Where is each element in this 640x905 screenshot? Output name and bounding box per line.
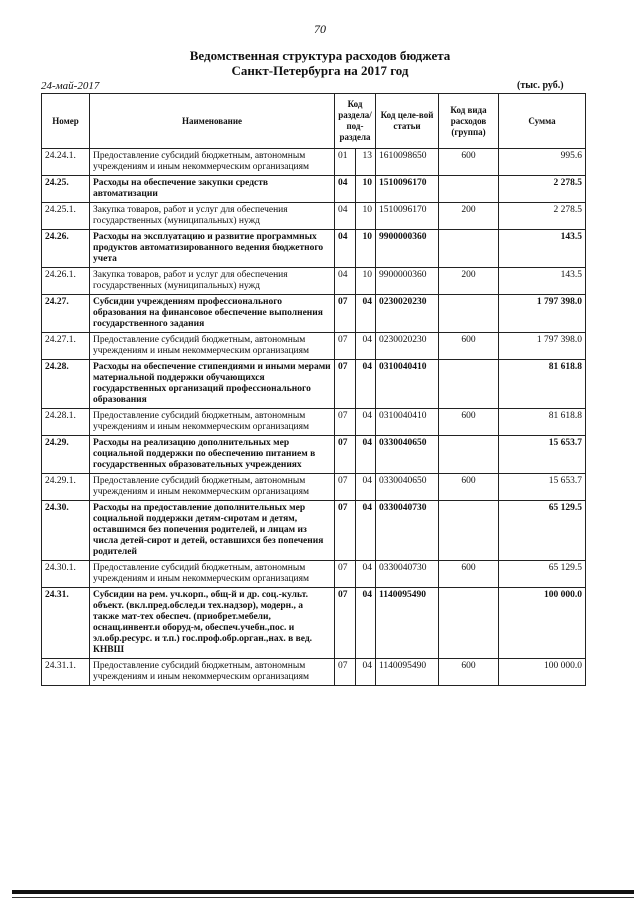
budget-table [41,93,586,686]
row-expense-type: 600 [439,333,499,360]
row-number: 24.24.1. [42,149,90,176]
row-sum: 81 618.8 [499,409,586,436]
row-sum: 100 000.0 [499,588,586,659]
table-row [42,230,586,268]
row-name: Закупка товаров, работ и услуг для обеспечения государственных (муниципальных) нужд [90,268,335,295]
title-line-1: Ведомственная структура расходов бюджета [189,48,451,63]
table-row [42,333,586,360]
row-number: 24.25.1. [42,203,90,230]
row-expense-type: 200 [439,203,499,230]
row-section: 04 [335,268,356,295]
row-article: 0330040730 [376,561,439,588]
row-sum: 81 618.8 [499,360,586,409]
row-number: 24.27. [42,295,90,333]
row-name: Предоставление субсидий бюджетным, автономным учреждениям и иным некоммерческим организациям [90,561,335,588]
row-sum: 143.5 [499,268,586,295]
row-expense-type [439,176,499,203]
row-number: 24.27.1. [42,333,90,360]
row-name: Расходы на предоставление дополнительных мер социальной поддержки детям-сиротам и детям, оставшимся без попечения родителей, и лицам из числа детей-сирот и детей, оставшихся без попечения родителей [90,501,335,561]
row-sum: 65 129.5 [499,501,586,561]
row-name: Расходы на реализацию дополнительных мер социальной поддержки по обеспечению питанием в государственных образовательных учреждениях [90,436,335,474]
row-section: 07 [335,588,356,659]
row-name: Субсидии учреждениям профессионального образования на финансовое обеспечение выполнения государственного задания [90,295,335,333]
row-sum: 995.6 [499,149,586,176]
row-sum: 2 278.5 [499,176,586,203]
row-number: 24.30. [42,501,90,561]
row-name: Расходы на обеспечение закупки средств автоматизации [90,176,335,203]
row-subsection: 10 [356,203,376,230]
row-expense-type [439,501,499,561]
table-row [42,268,586,295]
table-row [42,360,586,409]
row-subsection: 10 [356,230,376,268]
header-name: Наименование [90,94,335,149]
row-section: 07 [335,561,356,588]
row-number: 24.30.1. [42,561,90,588]
table-row [42,474,586,501]
row-subsection: 04 [356,588,376,659]
row-name: Закупка товаров, работ и услуг для обеспечения государственных (муниципальных) нужд [90,203,335,230]
table-row [42,203,586,230]
row-expense-type [439,360,499,409]
row-section: 01 [335,149,356,176]
table-row [42,659,586,686]
table-row [42,501,586,561]
row-article: 0230020230 [376,333,439,360]
row-name: Предоставление субсидий бюджетным, автономным учреждениям и иным некоммерческим организациям [90,333,335,360]
row-name: Предоставление субсидий бюджетным, автономным учреждениям и иным некоммерческим организациям [90,659,335,686]
row-expense-type: 200 [439,268,499,295]
row-sum: 15 653.7 [499,474,586,501]
row-expense-type [439,295,499,333]
row-expense-type [439,588,499,659]
row-section: 04 [335,176,356,203]
row-subsection: 10 [356,176,376,203]
row-subsection: 04 [356,561,376,588]
bottom-border-thin [12,897,634,898]
row-article: 1510096170 [376,203,439,230]
table-row [42,176,586,203]
row-number: 24.26.1. [42,268,90,295]
row-subsection: 10 [356,268,376,295]
row-subsection: 04 [356,409,376,436]
row-article: 1510096170 [376,176,439,203]
row-section: 07 [335,436,356,474]
row-number: 24.28.1. [42,409,90,436]
document-date: 24-май-2017 [41,80,100,92]
row-article: 0330040650 [376,436,439,474]
row-subsection: 04 [356,474,376,501]
row-expense-type: 600 [439,409,499,436]
row-article: 1610098650 [376,149,439,176]
row-name: Расходы на обеспечение стипендиями и иными мерами материальной поддержки обучающихся государственных организаций профессионального образования [90,360,335,409]
table-row [42,409,586,436]
header-article: Код целе-вой статьи [376,94,439,149]
row-expense-type: 600 [439,659,499,686]
row-subsection: 04 [356,333,376,360]
row-subsection: 04 [356,659,376,686]
row-name: Предоставление субсидий бюджетным, автономным учреждениям и иным некоммерческим организациям [90,409,335,436]
row-subsection: 13 [356,149,376,176]
row-article: 0330040730 [376,501,439,561]
row-number: 24.26. [42,230,90,268]
row-expense-type [439,230,499,268]
bottom-border [12,890,634,894]
table-row [42,561,586,588]
row-subsection: 04 [356,501,376,561]
header-sum: Сумма [499,94,586,149]
row-number: 24.29.1. [42,474,90,501]
table-row [42,295,586,333]
row-sum: 1 797 398.0 [499,333,586,360]
row-article: 0310040410 [376,360,439,409]
row-section: 07 [335,333,356,360]
row-name: Расходы на эксплуатацию и развитие программных продуктов автоматизированного ведения бюджетного учета [90,230,335,268]
title-line-2: Санкт-Петербурга на 2017 год [231,63,409,78]
row-section: 07 [335,295,356,333]
row-subsection: 04 [356,436,376,474]
row-expense-type: 600 [439,149,499,176]
row-article: 9900000360 [376,230,439,268]
row-number: 24.31.1. [42,659,90,686]
row-number: 24.31. [42,588,90,659]
row-article: 9900000360 [376,268,439,295]
row-section: 04 [335,230,356,268]
row-name: Предоставление субсидий бюджетным, автономным учреждениям и иным некоммерческим организациям [90,149,335,176]
row-section: 07 [335,474,356,501]
document-title [0,48,640,78]
table-row [42,436,586,474]
row-section: 04 [335,203,356,230]
row-section: 07 [335,659,356,686]
header-section: Код раздела/ под-раздела [335,94,376,149]
row-expense-type: 600 [439,474,499,501]
header-expense-type: Код вида расходов (группа) [439,94,499,149]
row-subsection: 04 [356,360,376,409]
row-expense-type [439,436,499,474]
row-sum: 143.5 [499,230,586,268]
row-article: 1140095490 [376,588,439,659]
row-expense-type: 600 [439,561,499,588]
page-number: 70 [314,22,326,36]
table-row [42,149,586,176]
row-sum: 100 000.0 [499,659,586,686]
row-article: 0230020230 [376,295,439,333]
row-section: 07 [335,360,356,409]
row-article: 0330040650 [376,474,439,501]
table-header [42,94,586,149]
row-number: 24.28. [42,360,90,409]
row-subsection: 04 [356,295,376,333]
row-number: 24.29. [42,436,90,474]
row-number: 24.25. [42,176,90,203]
row-sum: 65 129.5 [499,561,586,588]
row-article: 0310040410 [376,409,439,436]
row-sum: 15 653.7 [499,436,586,474]
table-row [42,588,586,659]
row-article: 1140095490 [376,659,439,686]
row-sum: 1 797 398.0 [499,295,586,333]
row-section: 07 [335,501,356,561]
row-name: Субсидии на рем. уч.корп., общ-й и др. соц.-культ. объект. (вкл.пред.обслед.и тех.надзор), модерн., а также мат-тех обеспеч. (приобрет.мебели, оснащ.инвент.и оборуд-м, обеспеч.учебн.,пос. и эл.обр.ресурс. и т.п.) гос.проф.обр.орган.,нах. в вед. КНВШ [90,588,335,659]
row-name: Предоставление субсидий бюджетным, автономным учреждениям и иным некоммерческим организациям [90,474,335,501]
header-number: Номер [42,94,90,149]
row-sum: 2 278.5 [499,203,586,230]
units-label: (тыс. руб.) [517,80,564,91]
row-section: 07 [335,409,356,436]
